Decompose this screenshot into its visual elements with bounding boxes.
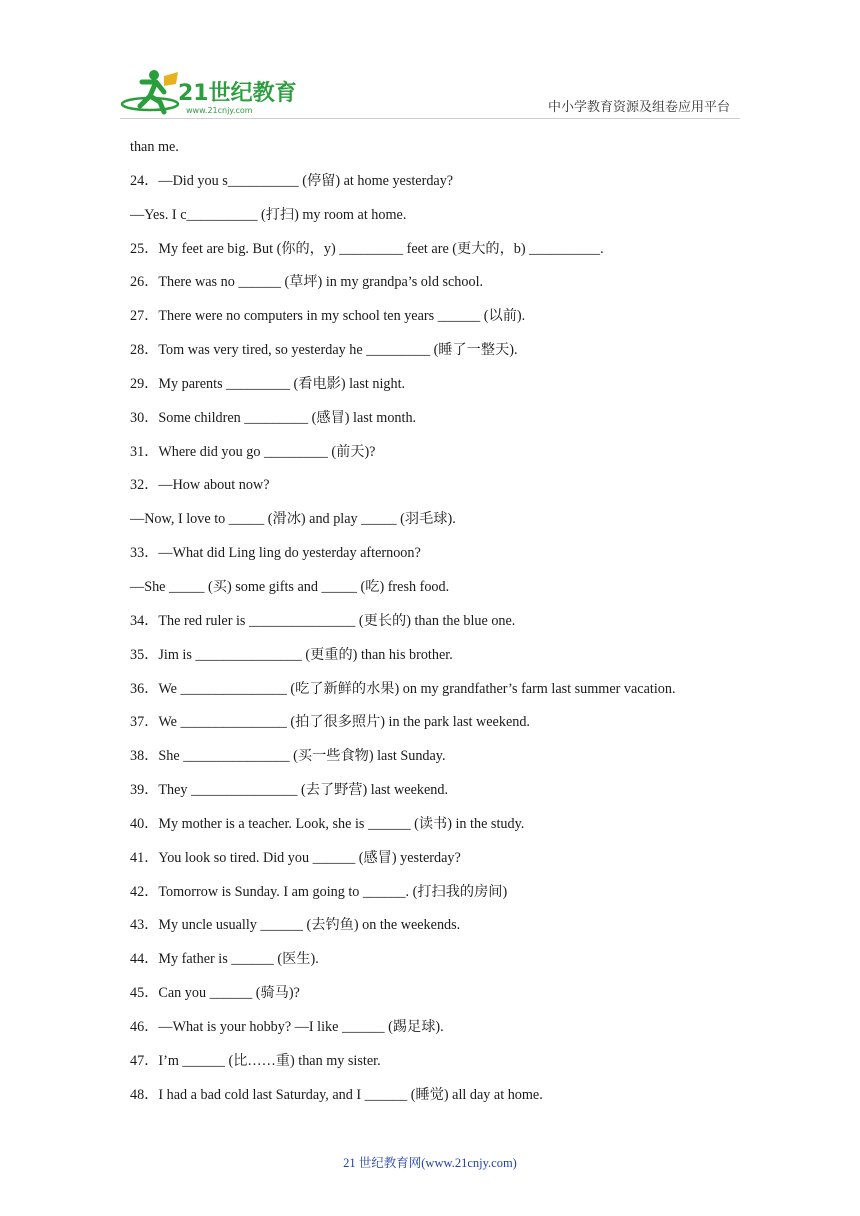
exercise-line: 26．There was no ______ (草坪) in my grandpa’s old school. (130, 274, 484, 291)
header-divider (120, 118, 740, 119)
exercise-line: 40．My mother is a teacher. Look, she is ______ (读书) in the study. (130, 815, 525, 832)
exercise-line: than me. (130, 139, 179, 155)
exercise-line: 41．You look so tired. Did you ______ (感冒) yesterday? (130, 849, 461, 866)
exercise-line: 30．Some children _________ (感冒) last month. (130, 409, 417, 426)
exercise-line: 36．We _______________ (吃了新鲜的水果) on my grandfather’s farm last summer vacation. (130, 680, 676, 697)
exercise-line: 35．Jim is _______________ (更重的) than his brother. (130, 646, 453, 663)
exercise-line: 28．Tom was very tired, so yesterday he _________ (睡了一整天). (130, 342, 518, 359)
platform-title: 中小学教育资源及组卷应用平台 (547, 100, 730, 115)
exercise-line: —Now, I love to _____ (滑冰) and play _____ (羽毛球). (130, 511, 456, 528)
exercise-line: 46．—What is your hobby? —I like ______ (踢足球). (130, 1018, 444, 1035)
exercise-line: 34．The red ruler is _______________ (更长的) than the blue one. (130, 612, 516, 629)
page-header (0, 0, 860, 130)
exercise-line: 44．My father is ______ (医生). (130, 951, 319, 968)
exercise-line: —She _____ (买) some gifts and _____ (吃) fresh food. (130, 578, 450, 595)
page-footer: 21 世纪教育网(www.21cnjy.com) (343, 1156, 517, 1170)
svg-text:www.21cnjy.com: www.21cnjy.com (186, 106, 253, 115)
site-logo (120, 66, 300, 118)
exercise-line: 43．My uncle usually ______ (去钓鱼) on the weekends. (130, 917, 461, 934)
exercise-line: —Yes. I c__________ (打扫) my room at home. (130, 206, 407, 223)
exercise-line: 45．Can you ______ (骑马)? (130, 985, 300, 1002)
exercise-line: 27．There were no computers in my school ten years ______ (以前). (130, 308, 526, 325)
exercise-line: 48．I had a bad cold last Saturday, and I ______ (睡觉) all day at home. (130, 1086, 543, 1103)
exercise-line: 39．They _______________ (去了野营) last weekend. (130, 782, 448, 799)
exercise-list (130, 136, 750, 1117)
exercise-line: 32．—How about now? (130, 477, 270, 494)
exercise-line: 31．Where did you go _________ (前天)? (130, 443, 376, 460)
exercise-line: 38．She _______________ (买一些食物) last Sunday. (130, 748, 446, 765)
exercise-line: 47．I’m ______ (比……重) than my sister. (130, 1052, 381, 1069)
exercise-line: 29．My parents _________ (看电影) last night. (130, 375, 406, 392)
exercise-line: 42．Tomorrow is Sunday. I am going to ______. (打扫我的房间) (130, 883, 508, 900)
exercise-line: 37．We _______________ (拍了很多照片) in the park last weekend. (130, 714, 530, 731)
svg-text:21世纪教育: 21世纪教育 (178, 81, 297, 106)
runner-logo-icon (120, 66, 300, 118)
exercise-line: 33．—What did Ling ling do yesterday afternoon? (130, 545, 421, 562)
exercise-line: 24．—Did you s__________ (停留) at home yesterday? (130, 172, 454, 189)
exercise-line: 25．My feet are big. But (你的，y) _________ feet are (更大的，b) __________. (130, 240, 604, 257)
